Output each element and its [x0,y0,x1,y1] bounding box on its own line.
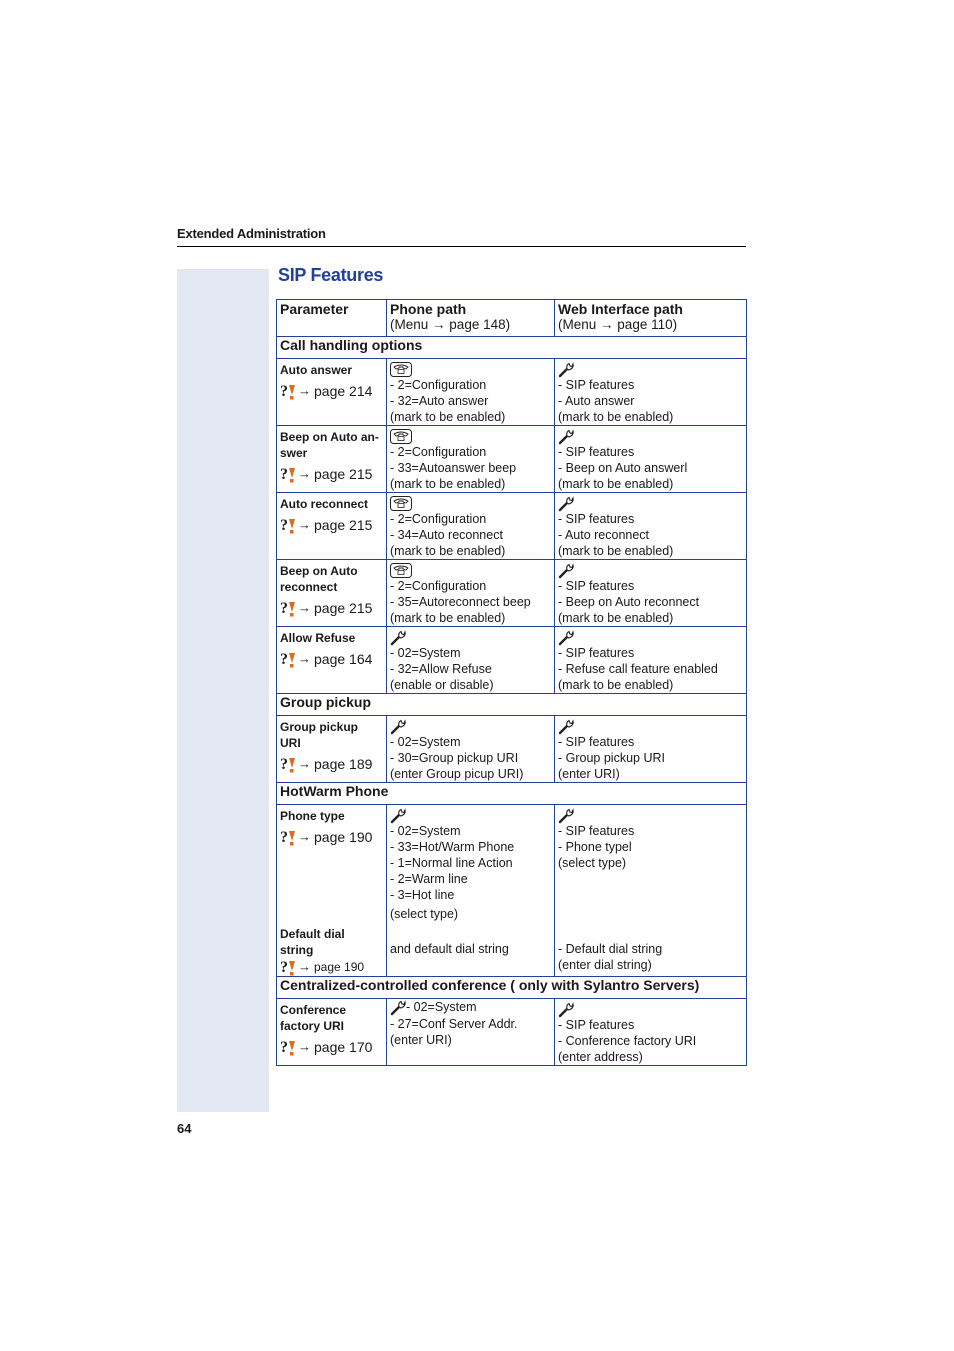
path-step: (mark to be enabled) [558,544,674,558]
path-step: - 02=System [390,646,461,660]
phone-path-cell [387,627,555,694]
group-header-row [277,783,747,805]
path-step: (mark to be enabled) [390,544,506,558]
svg-text:?: ? [280,651,288,668]
arrow-right-icon: → [298,756,311,771]
svg-text:?: ? [280,756,288,773]
wrench-icon [390,630,406,646]
arrow-right-icon: → [298,466,311,481]
page-reference[interactable]: ? → page 189 [280,756,373,773]
wrench-icon [558,630,574,646]
path-step: - 1=Normal line Action [390,856,513,870]
path-step: - SIP features [558,579,635,593]
wrench-icon [558,429,574,445]
parameter-cell [277,560,387,627]
web-path-cell [555,716,747,783]
arrow-right-icon: → [432,317,446,332]
help-icon [280,755,296,773]
parameter-name-cont: factory URI [280,1019,345,1033]
phone-path-cell [387,493,555,560]
path-step: - 2=Warm line [390,872,468,886]
path-step: (enter URI) [390,1032,452,1047]
parameter-name: Auto reconnect [280,497,369,511]
page-number: 64 [177,1121,192,1136]
wrench-icon [390,719,406,735]
header-phone-path: Phone path (Menu → page 148) [387,300,555,337]
phone-path-cell [387,716,555,783]
web-path-cell [555,805,747,977]
help-icon [280,1038,296,1056]
path-step: - 2=Configuration [390,579,487,593]
path-step: (enter Group picup URI) [390,767,524,781]
wrench-icon [558,362,574,378]
group-title: Centralized-controlled conference ( only with Sylantro Servers) [277,977,747,999]
wrench-icon [558,563,574,579]
parameter-name: Allow Refuse [280,631,356,645]
path-step: - Beep on Auto answerl [558,461,688,475]
arrow-right-icon: → [298,517,311,532]
group-title: HotWarm Phone [277,783,747,805]
path-step: - 33=Hot/Warm Phone [390,840,515,854]
page-reference[interactable]: ? → page 215 [280,466,373,483]
path-step: (select type) [558,856,627,870]
parameter-name: Beep on Auto [280,564,358,578]
phone-icon [390,496,412,511]
help-icon [280,465,296,483]
group-header-row [277,337,747,359]
path-step: and default dial string [390,942,509,956]
path-step: (mark to be enabled) [558,477,674,491]
page-reference[interactable]: ? → page 190 [280,959,365,976]
path-step: - 34=Auto reconnect [390,528,503,542]
path-step: - Auto answer [558,394,635,408]
path-step: - 32=Allow Refuse [390,662,492,676]
arrow-right-icon: → [298,829,311,844]
path-step: - Conference factory URI [558,1034,697,1048]
path-step: - 2=Configuration [390,378,487,392]
svg-text:?: ? [280,383,288,400]
path-step: - Beep on Auto reconnect [558,595,700,609]
arrow-right-icon: → [298,1039,311,1054]
parameter-name-cont: string [280,943,314,957]
web-path-cell [555,560,747,627]
help-icon [280,958,296,976]
phone-path-cell [387,359,555,426]
parameter-name-cont: reconnect [280,580,338,594]
path-step: - 35=Autoreconnect beep [390,595,531,609]
path-step: - 02=System [390,735,461,749]
path-step: (mark to be enabled) [558,611,674,625]
table-row [277,359,747,426]
running-header: Extended Administration [177,226,326,241]
web-path-cell [555,999,747,1066]
path-step: - Group pickup URI [558,751,665,765]
path-step: (mark to be enabled) [558,678,674,692]
path-step: - 27=Conf Server Addr. [390,1016,518,1031]
parameter-cell [277,627,387,694]
wrench-icon [558,1002,574,1018]
table-row [277,805,747,977]
web-path-cell [555,359,747,426]
path-step: - SIP features [558,1018,635,1032]
page-reference[interactable]: ? → page 170 [280,1039,373,1056]
arrow-right-icon: → [298,959,311,974]
parameter-name: Beep on Auto an- [280,430,379,444]
table-row [277,716,747,783]
path-step: (mark to be enabled) [390,611,506,625]
svg-text:?: ? [280,466,288,483]
path-step: (mark to be enabled) [390,477,506,491]
path-step: - Refuse call feature enabled [558,662,718,676]
path-step: (select type) [390,907,459,921]
parameter-cell [277,493,387,560]
web-path-cell [555,627,747,694]
help-icon [280,828,296,846]
phone-icon [390,362,412,377]
help-icon [280,382,296,400]
parameter-cell [277,805,387,977]
arrow-right-icon: → [298,383,311,398]
path-step: - SIP features [558,646,635,660]
svg-text:?: ? [280,829,288,846]
parameter-name: Conference [280,1003,347,1017]
path-step: - 32=Auto answer [390,394,489,408]
section-title: SIP Features [278,265,384,285]
table-row [277,560,747,627]
path-step: - 33=Autoanswer beep [390,461,517,475]
path-step: - 02=System [406,1000,477,1014]
parameter-name: Group pickup [280,720,358,734]
table-row [277,493,747,560]
path-step: (enter dial string) [558,958,652,972]
wrench-icon [558,496,574,512]
parameter-cell [277,716,387,783]
web-path-cell [555,426,747,493]
path-step: - SIP features [558,445,635,459]
path-step: - SIP features [558,735,635,749]
table-row [277,627,747,694]
group-title: Call handling options [277,337,747,359]
wrench-icon [390,808,406,824]
phone-path-cell [387,805,555,977]
phone-icon [390,429,412,444]
parameter-cell [277,999,387,1066]
path-step: - SIP features [558,378,635,392]
sip-features-table [276,299,747,1066]
path-step: (enable or disable) [390,678,494,692]
svg-text:?: ? [280,1039,288,1056]
svg-text:?: ? [280,517,288,534]
path-step: - 2=Configuration [390,445,487,459]
path-step: (enter address) [558,1050,643,1064]
phone-icon [390,563,412,578]
parameter-name: Auto answer [280,363,353,377]
path-step: (enter URI) [558,767,620,781]
table-row [277,426,747,493]
header-divider [177,246,746,247]
header-web-path: Web Interface path (Menu → page 110) [555,300,747,337]
arrow-right-icon: → [298,651,311,666]
group-title: Group pickup [277,694,747,716]
path-step: - 2=Configuration [390,512,487,526]
parameter-cell [277,426,387,493]
page-reference[interactable]: ? → page 215 [280,517,373,534]
table-row [277,999,747,1066]
group-header-row [277,977,747,999]
page-reference[interactable]: ? → page 214 [280,383,373,400]
path-step: - SIP features [558,824,635,838]
path-step: - Default dial string [558,942,663,956]
group-header-row [277,694,747,716]
page-reference[interactable]: ? → page 215 [280,600,373,617]
arrow-right-icon: → [298,600,311,615]
table-header-row [277,300,747,337]
path-step: - SIP features [558,512,635,526]
help-icon [280,516,296,534]
page-reference[interactable]: ? → page 190 [280,829,373,846]
arrow-right-icon: → [600,317,614,332]
parameter-name: Phone type [280,809,345,823]
svg-text:?: ? [280,959,288,976]
web-path-cell [555,493,747,560]
wrench-icon [558,719,574,735]
header-parameter: Parameter [277,300,387,337]
path-step: - 3=Hot line [390,888,455,902]
side-margin-bar [177,269,269,1112]
wrench-icon [558,808,574,824]
phone-path-cell [387,560,555,627]
parameter-name: Default dial [280,927,345,941]
wrench-icon [390,1000,406,1016]
path-step: - 02=System [390,824,461,838]
path-step: - Phone typel [558,840,632,854]
parameter-name-cont: swer [280,446,308,460]
path-step: - 30=Group pickup URI [390,751,519,765]
help-icon [280,599,296,617]
path-step: (mark to be enabled) [558,410,674,424]
path-step: (mark to be enabled) [390,410,506,424]
svg-text:?: ? [280,600,288,617]
page-reference[interactable]: ? → page 164 [280,651,373,668]
parameter-cell [277,359,387,426]
phone-path-cell [387,426,555,493]
path-step: - Auto reconnect [558,528,650,542]
help-icon [280,650,296,668]
phone-path-cell [387,999,555,1066]
parameter-name-cont: URI [280,736,301,750]
